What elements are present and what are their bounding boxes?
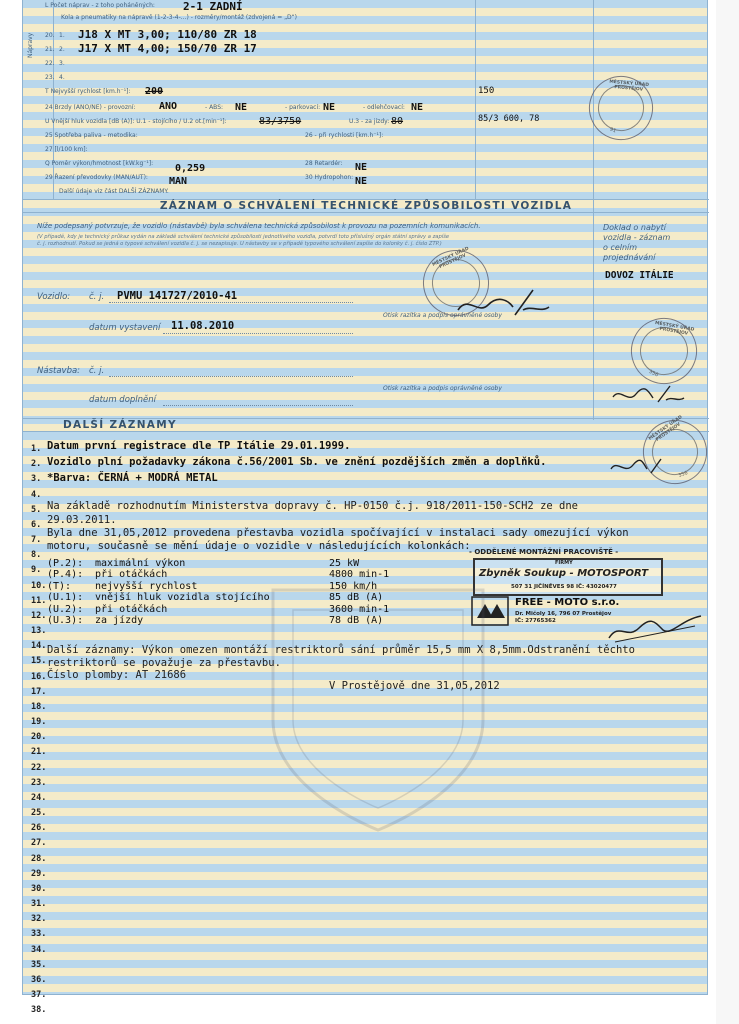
param-value: 85 dB (A)	[329, 592, 384, 604]
noise-label: U Vnější hluk vozidla [dB (A)]: U.1 - stojícího / U.2 ot.[min⁻¹]:	[45, 118, 227, 125]
line-number: 31.	[31, 899, 47, 910]
retarder-label: 28 Retardér:	[305, 160, 343, 167]
workshop-stamp-address: 507 31 JIČÍNĚVES 98 IČ: 43020477	[511, 584, 617, 590]
import-signature	[608, 382, 688, 408]
param-code: (T):	[47, 580, 72, 592]
body-reference-dots	[109, 376, 353, 377]
line-number: 7.	[31, 535, 42, 546]
city-office-stamp-records: MĚSTSKÝ ÚŘAD PROSTĚJOV 356	[634, 411, 716, 493]
retarder-value: NE	[355, 162, 368, 173]
gearbox-value: MAN	[169, 176, 188, 187]
city-office-stamp-approval: MĚSTSKÝ ÚŘAD PROSTĚJOV	[418, 245, 494, 321]
scan-margin-right	[716, 0, 739, 1024]
axle-count-value: 2-1 ZADNÍ	[183, 0, 243, 13]
fuel-speed-label: 26 - při rychlosti [km.h⁻¹]:	[305, 132, 384, 139]
reference-number-label: č. j.	[89, 292, 105, 302]
line-number: 8.	[31, 550, 42, 561]
line-number: 16.	[31, 671, 47, 682]
line-number: 38.	[31, 1005, 47, 1016]
left-column-line	[53, 0, 54, 200]
workshop-signature	[605, 612, 705, 646]
param-code: (P.2):	[47, 558, 84, 569]
line-number: 3.	[31, 474, 42, 485]
param-name: maximální výkon	[95, 558, 186, 569]
line-number: 5.	[31, 504, 42, 515]
workshop-stamp-name: Zbyněk Soukup - MOTOSPORT	[479, 568, 649, 579]
row-21-number: 21.	[45, 46, 55, 53]
line-number: 23.	[31, 777, 47, 788]
line-number: 14.	[31, 641, 47, 652]
reference-dots	[109, 302, 353, 303]
record-line-16: restriktorů se považuje za přestavbu.	[47, 657, 281, 669]
record-line-15: Další záznamy: Výkon omezen montáží restriktorů sání průměr 15,5 mm X 8,5mm.Odstranění těchto	[47, 644, 635, 656]
param-name: nejvyšší rychlost	[95, 580, 198, 592]
tyre-front-value: J18 X MT 3,00; 110/80 ZR 18	[78, 28, 257, 41]
free-moto-name: FREE - MOTO s.r.o.	[515, 597, 620, 608]
line-number: 13.	[31, 626, 47, 637]
approval-fine-print-2: č. j. rozhodnutí. Pokud se jedná o typové schválení vozidla č. j. se nezapisuje. U nástavby se v případě typového schválení zapíše do kolonky č. j. číslo ZTP.)	[37, 241, 442, 247]
city-office-stamp-import: MĚSTSKÝ ÚŘAD PROSTĚJOV 356	[620, 307, 708, 395]
line-number: 29.	[31, 868, 47, 879]
line-number: 2.	[31, 459, 42, 470]
completion-date-dots	[163, 405, 353, 406]
line-number: 32.	[31, 914, 47, 925]
param-code: (U.1):	[47, 592, 84, 604]
power-weight-label: Q Poměr výkon/hmotnost [kW.kg⁻¹]:	[45, 160, 154, 167]
workshop-stamp-heading: - ODDĚLENÉ MONTÁŽNÍ PRACOVIŠTĚ -	[469, 548, 619, 556]
param-value: 3600 min-1	[329, 603, 390, 615]
line-number: 11.	[31, 595, 47, 606]
row-23-axle: 4.	[59, 74, 65, 81]
city-office-stamp-top: MĚSTSKÝ ÚŘAD PROSTĚJOV 91	[580, 67, 662, 149]
issue-date-value: 11.08.2010	[171, 320, 235, 332]
line-number: 9.	[31, 565, 42, 576]
parking-brake-label: - parkovací:	[285, 104, 321, 111]
approval-section-title: ZÁZNAM O SCHVÁLENÍ TECHNICKÉ ZPŮSOBILOSTI VOZIDLA	[23, 199, 709, 213]
relief-brake-label: - odlehčovací:	[363, 104, 405, 111]
abs-label: - ABS:	[205, 104, 224, 111]
axle-count-label: L Počet náprav - z toho poháněných:	[45, 2, 155, 9]
records-signature	[607, 455, 667, 479]
hydraulic-drive-value: NE	[355, 176, 368, 187]
gearbox-label: 29 Řazení převodovky (MAN/AUT):	[45, 174, 148, 181]
body-label: Nástavba:	[37, 366, 81, 376]
param-value: 4800 min-1	[329, 569, 390, 581]
param-code: (U.2):	[47, 603, 84, 615]
watermark-coat-of-arms-icon	[253, 580, 503, 840]
brakes-label: 24 Brzdy (ANO/NE) - provozní:	[45, 104, 136, 111]
records-section-title: DALŠÍ ZÁZNAMY	[23, 418, 709, 432]
stamp-signature-caption-2: Otisk razítka a podpis oprávněné osoby	[383, 385, 502, 392]
line-number: 17.	[31, 686, 47, 697]
line-number: 4.	[31, 489, 42, 500]
free-moto-address: Dr. Mičoly 16, 796 07 Prostějov	[515, 611, 612, 617]
row-22-number: 22.	[45, 60, 55, 67]
issue-date-dots	[163, 333, 353, 334]
line-number: 1.	[31, 444, 42, 454]
line-number: 19.	[31, 717, 47, 728]
technical-certificate-page	[22, 0, 708, 1016]
param-name: při otáčkách	[95, 569, 168, 581]
max-speed-label: T Nejvyšší rychlost [km.h⁻¹]:	[45, 88, 131, 95]
line-number: 10.	[31, 580, 47, 591]
record-line-2: Vozidlo plní požadavky zákona č.56/2001 Sb. ve znění pozdějších změn a doplňků.	[47, 456, 547, 468]
place-date: V Prostějově dne 31,05,2012	[329, 680, 500, 692]
stamp-signature-caption-1: Otisk razítka a podpis oprávněné osoby	[383, 312, 502, 319]
line-number: 6.	[31, 519, 42, 530]
line-number: 37.	[31, 990, 47, 1001]
axles-side-label: Nápravy	[27, 32, 34, 58]
line-number: 27.	[31, 838, 47, 849]
param-value: 25 kW	[329, 558, 360, 569]
record-line-17: Číslo plomby: AT 21686	[47, 669, 187, 681]
record-line-5: Na základě rozhodnutím Ministerstva dopravy č. HP-0150 č.j. 918/2011-150-SCH2 ze dne	[47, 500, 579, 512]
further-data-note: Další údaje viz část DALŠÍ ZÁZNAMY.	[59, 188, 169, 195]
line-number: 36.	[31, 974, 47, 985]
body-reference-label: č. j.	[89, 366, 105, 376]
line-number: 22.	[31, 762, 47, 773]
param-name: vnější hluk vozidla stojícího	[95, 592, 270, 604]
max-speed-new-value: 150	[478, 86, 495, 96]
row-23-number: 23.	[45, 74, 55, 81]
record-line-8: motoru, současně se mění údaje o vozidle v následujících kolonkách:	[47, 540, 471, 552]
relief-brake-value: NE	[411, 102, 424, 113]
import-value: DOVOZ ITÁLIE	[605, 270, 674, 281]
line-number: 26.	[31, 823, 47, 834]
line-number: 30.	[31, 883, 47, 894]
row-21-axle: 2.	[59, 46, 65, 53]
param-code: (P.4):	[47, 569, 84, 581]
issue-date-label: datum vystavení	[89, 323, 161, 333]
record-line-7: Byla dne 31,05,2012 provedena přestavba vozidla spočívající v instalaci sady omezující výkon	[47, 527, 629, 539]
noise-new-value: 85/3 600, 78	[478, 114, 540, 124]
line-number: 21.	[31, 747, 47, 758]
import-record-heading: Doklad o nabytí vozidla - záznam o celním projednávání	[603, 223, 671, 262]
noise-driving-label: U.3 - za jízdy:	[349, 118, 390, 125]
line-number: 18.	[31, 701, 47, 712]
max-speed-struck-value: 200	[145, 86, 164, 97]
brake-service-value: ANO	[159, 101, 178, 112]
approval-signature	[453, 285, 553, 325]
row-20-axle: 1.	[59, 32, 65, 39]
param-name: při otáčkách	[95, 603, 168, 615]
reference-number-value: PVMU 141727/2010-41	[117, 290, 238, 302]
noise-struck-value: 83/3750	[259, 116, 302, 127]
line-number: 33.	[31, 929, 47, 940]
param-name: za jízdy	[95, 615, 144, 626]
fuel-consumption-label: 25 Spotřeba paliva - metodika:	[45, 132, 138, 139]
workshop-stamp-firm-label: FIRMY	[555, 560, 573, 566]
line-number: 20.	[31, 732, 47, 743]
approval-intro: Níže podepsaný potvrzuje, že vozidlo (nástavbě) byla schválena technická způsobilost k provozu na pozemních komunikacích.	[37, 222, 481, 230]
row-22-axle: 3.	[59, 60, 65, 67]
line-number: 35.	[31, 959, 47, 970]
approval-fine-print-1: (V případě, kdy je technický průkaz vydán na základě schválení technické způsobilosti jednotlivého vozidla, potvrdí toto příslušný orgán státní správy a zapíše	[37, 234, 450, 240]
wheels-label: Kola a pneumatiky na nápravě (1-2-3-4-...) - rozměry/montáž (zdvojená = „D“)	[61, 14, 297, 21]
power-weight-value: 0,259	[175, 163, 206, 174]
line-number: 34.	[31, 944, 47, 955]
center-column-line	[475, 0, 476, 200]
row-20-number: 20.	[45, 32, 55, 39]
record-line-1: Datum první registrace dle TP Itálie 29.01.1999.	[47, 440, 351, 452]
completion-date-label: datum doplnění	[89, 395, 157, 405]
noise-driving-struck-value: 80	[391, 116, 404, 127]
fuel-unit-label: 27 [l/100 km]:	[45, 146, 88, 153]
line-number: 28.	[31, 853, 47, 864]
line-number: 12.	[31, 610, 47, 621]
param-code: (U.3):	[47, 615, 84, 626]
line-number: 25.	[31, 808, 47, 819]
line-number: 15.	[31, 656, 47, 667]
abs-value: NE	[235, 102, 248, 113]
record-line-6: 29.03.2011.	[47, 514, 117, 526]
param-value: 150 km/h	[329, 580, 378, 592]
param-value: 78 dB (A)	[329, 615, 384, 626]
line-number: 24.	[31, 792, 47, 803]
free-moto-ic: IČ: 27765362	[515, 618, 556, 624]
record-line-3: *Barva: ČERNÁ + MODRÁ METAL	[47, 472, 218, 484]
vehicle-label: Vozidlo:	[37, 292, 71, 302]
tyre-rear-value: J17 X MT 4,00; 150/70 ZR 17	[78, 42, 257, 55]
hydraulic-drive-label: 30 Hydropohon:	[305, 174, 354, 181]
parking-brake-value: NE	[323, 102, 336, 113]
